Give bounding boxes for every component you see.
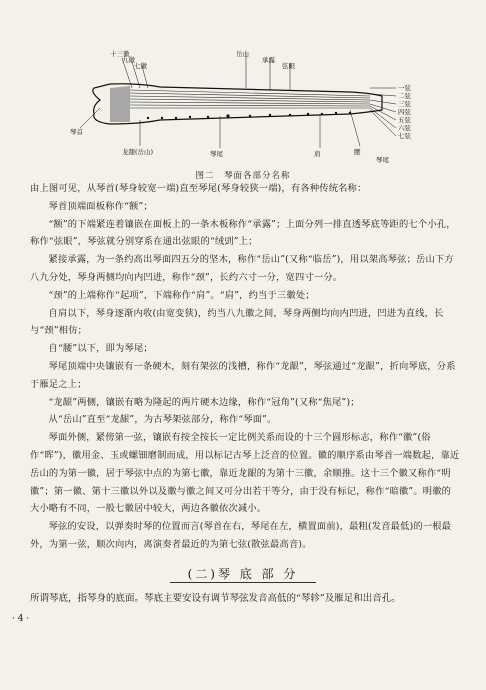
label-shisanhui: 十三徽 bbox=[110, 50, 130, 58]
paragraph: 自“腰”以下，即为琴尾； bbox=[48, 343, 153, 355]
paragraph: 自肩以下，琴身逐渐内收(由宽变狭)，约当八九徽之间，琴身两侧均向内凹进，凹进为直线，长与“颈”相仿； bbox=[30, 307, 444, 337]
label-qinshou: 琴首 bbox=[70, 128, 83, 136]
body-text bbox=[30, 180, 460, 554]
label-bottom-2: 琴尾 bbox=[210, 150, 223, 158]
paragraph: 琴弦的安设，以弹奏时琴的位置而言(琴首在右，琴尾在左，横置面前)，最粗(发音最低)的一根最外，为第一弦，顺次向内，离演奏者最近的为第七弦(散弦最高音)。 bbox=[30, 521, 452, 550]
paragraph: 琴尾顶端中央镶嵌有一条硬木，刻有架弦的浅槽，称作“龙龈”，琴弦通过“龙龈”，折向琴底，分系于雁足之上； bbox=[30, 360, 456, 390]
string-label-4: 四弦 bbox=[398, 108, 411, 116]
paragraph: 琴面外侧，紧傍第一弦，镶嵌有按全按长一定比例关系而设的十三个圆形标志，称作“徽”(俗作“晖”)，徽用金、玉或螺钿磨制而成，用以标记古琴上泛音的位置。徽的顺序系由琴首一端数起，靠近岳山的为第一徽，居于琴弦中点的为第七徽，靠近龙龈的为第十三徽，余顺推。这十三个徽又称作“明徽”；第一徽、第十三徽以外以及徽与徽之间又可分出若干等分，由于没有标记，称作“暗徽”。明徽的大小略有不同，一般七徽居中较大，两边各徽依次减小。 bbox=[30, 432, 460, 515]
label-bottom-4: 腰 bbox=[354, 148, 361, 156]
paragraph: 紧接承露，为一条约高出琴面四五分的坚木，称作“岳山”(又称“临岳”)，用以架高琴弦；岳山下方八九分处，琴身两侧均向内凹进，称作“颈”，长约六寸一分，宽四寸一分。 bbox=[30, 254, 454, 283]
label-qihui: 七徽 bbox=[134, 62, 147, 70]
string-label-7: 七弦 bbox=[398, 132, 411, 140]
string-label-6: 六弦 bbox=[398, 124, 411, 132]
page-number: · 4 · bbox=[12, 614, 30, 624]
label-bottom-3: 肩 bbox=[314, 150, 321, 158]
paragraph: 琴首顶端面板称作“额”； bbox=[48, 200, 153, 212]
string-label-1: 一弦 bbox=[398, 84, 411, 92]
label-yueshan: 岳山 bbox=[236, 50, 249, 58]
string-label-5: 五弦 bbox=[398, 116, 411, 124]
figure-caption: 图二 琴面各部分名称 bbox=[195, 171, 291, 181]
strings bbox=[130, 90, 370, 108]
label-jiuhui: 九徽 bbox=[122, 56, 135, 64]
paragraph: 从“岳山”直至“龙龈”，为古琴架弦部分，称作“琴面”。 bbox=[48, 414, 277, 426]
qin-top-diagram bbox=[70, 48, 450, 166]
paragraph: 由上图可见，从琴首(琴身较宽一端)直至琴尾(琴身较狭一端)，有各种传统名称： bbox=[30, 183, 367, 194]
paragraph: “龙龈”两侧，镶嵌有略为隆起的两片硬木边缘，称作“冠角”(又称“焦尾”)； bbox=[48, 396, 360, 408]
section-underline bbox=[170, 582, 316, 583]
label-bottom-5: 琴尾 bbox=[376, 156, 389, 164]
label-bottom-1: 龙龈(岳山) bbox=[122, 148, 154, 156]
section-intro: 所谓琴底，指琴身的底面。琴底主要安设有调节琴弦发音高低的“琴轸”及雁足和出音孔。 bbox=[30, 593, 401, 604]
string-labels bbox=[398, 83, 412, 140]
string-label-2: 二弦 bbox=[398, 92, 411, 100]
qin-head-panel bbox=[110, 86, 130, 122]
string-label-3: 三弦 bbox=[398, 100, 411, 108]
paragraph: “额”的下端紧连着镶嵌在面板上的一条木板称作“承露”；上面分列一排直透琴底等距的七个小孔，称作“弦眼”，琴弦就分别穿系在通出弦眼的“绒剅”上； bbox=[30, 218, 456, 248]
label-chenglu: 承露 bbox=[262, 56, 275, 64]
label-xianyan: 弦眼 bbox=[282, 62, 295, 70]
paragraph: “颈”的上端称作“起项”，下端称作“肩”。“肩”，约当于三徽处； bbox=[48, 289, 315, 301]
section-heading: (二)琴 底 部 分 bbox=[187, 567, 299, 581]
